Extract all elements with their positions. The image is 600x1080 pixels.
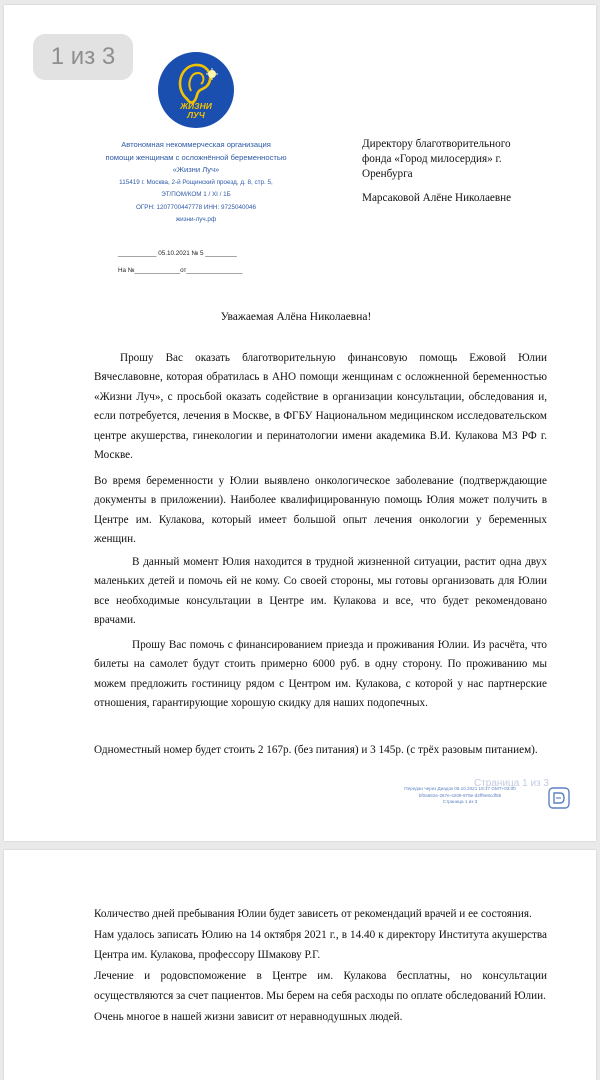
org-address-line-1: 115419 г. Москва, 2-й Рощинский проезд, д. 8, стр. 5,: [119, 178, 273, 186]
logo-text-line1: ЖИЗНИ: [180, 101, 212, 111]
outgoing-number-block: [118, 250, 242, 274]
page2-paragraph-1: Количество дней пребывания Юлии будет зависеть от рекомендаций врачей и ее состояния.: [94, 908, 532, 920]
page-2-text: [94, 904, 547, 1027]
page2-paragraph-2: Нам удалось записать Юлию на 14 октября 2021 г., в 14.40 к директору Института акушерства Центра им. Кулакова, профессору Шмакову Р.Г.: [94, 928, 547, 961]
letter-paragraph-2: Во время беременности у Юлии выявлено онкологическое заболевание (подтверждающие документы в приложении). Наиболее квалифицированную помощь Юлия может получить в Центре им. Кулакова, который имеет большой опыт лечения онкологии у беременных женщин.: [94, 475, 547, 546]
letter-paragraph: [94, 472, 547, 550]
addressee-line-2: фонда «Город милосердия» г.: [362, 153, 502, 165]
letter-paragraph-3: В данный момент Юлия находится в трудной жизненной ситуации, растит одна двух маленьких детей и помочь ей не кому. Со своей стороны, мы готовы организовать для Юлии все необходимые консультации в Центре им. Кулакова и все, что будет рекомендовано врачами.: [94, 556, 547, 627]
letter-paragraph-1: Прошу Вас оказать благотворительную финансовую помощь Ежовой Юлии Вячеславовне, которая обратилась в АНО помощи женщинам с осложненной беременностью «Жизни Луч», с просьбой оказать содействие в организации консультации, обследования и, если потребуется, лечения в Москве, в ФГБУ Национальном медицинском исследовательском центре акушерства, гинекологии и перинатологии имени академика В.И. Кулакова МЗ РФ г. Москве.: [94, 352, 547, 462]
addressee-line-1: Директору благотворительного: [362, 138, 511, 150]
letter-paragraph-4: Прошу Вас помочь с финансированием приезда и проживания Юлии. Из расчёта, что билеты на самолет будут стоить примерно 6000 руб. в одну сторону. По проживанию мы можем предложить гостиницу рядом с Центром им. Кулакова, с которой у нас партнерские отношения, гарантирующие хорошую скидку для наших подопечных.: [94, 639, 547, 710]
stamp-line-1: Передан через Диадок 05.10.2021 19:17 GMT+03:00: [404, 786, 516, 791]
org-registration-ids: ОГРН: 1207700447778 ИНН: 9725040046: [136, 203, 256, 211]
stamp-line-3: Страница 1 из 3: [442, 799, 478, 804]
org-name-line-3: «Жизни Луч»: [172, 165, 220, 174]
outgoing-date-number: ___________ 05.10.2021 № 5 _________: [118, 250, 237, 257]
page-indicator-badge: 1 из 3: [33, 34, 133, 80]
addressee-name: Марсаковой Алёне Николаевне: [362, 192, 512, 204]
org-address-line-2: ЭТ/ПОМ/КОМ 1 / XI / 1Б: [161, 191, 231, 198]
salutation: Уважаемая Алёна Николаевна!: [220, 311, 372, 323]
organization-letterhead: [80, 139, 312, 227]
org-website: жизни-луч.рф: [175, 216, 217, 223]
page2-paragraph-3: Лечение и родовспоможение в Центре им. Кулакова бесплатны, но консультации осуществляются за счет пациентов. Мы берем на себя расходы по оплате обследований Юлии.: [94, 969, 547, 1002]
diadoc-stamp: [380, 786, 540, 806]
addressee-block: [362, 137, 547, 206]
letter-paragraph-5: Одноместный номер будет стоить 2 167р. (без питания) и 3 145р. (с трёх разовым питанием).: [94, 744, 538, 756]
letter-paragraph: [94, 741, 547, 760]
page2-paragraph-4: Очень многое в нашей жизни зависит от неравнодушных людей.: [94, 1010, 403, 1023]
stamp-line-2: bf0a662e-267e-4208-978e-d2ff9e8cdf65: [418, 792, 502, 798]
page-footer-ghost: Страница 1 из 3: [474, 778, 549, 789]
organization-logo: [157, 51, 235, 129]
diadoc-logo-icon: [548, 787, 570, 809]
addressee-line-3: Оренбурга: [362, 168, 413, 180]
letter-paragraph: [94, 553, 547, 631]
org-name-line-1: Автономная некоммерческая организация: [121, 140, 271, 149]
letter-paragraph: [94, 349, 547, 465]
org-name-line-2: помощи женщинам с осложнённой беременностью: [105, 152, 287, 162]
logo-text-line2: ЛУЧ: [187, 110, 205, 120]
letter-paragraph: [94, 636, 547, 714]
reference-number: На №_____________от________________: [118, 267, 243, 274]
